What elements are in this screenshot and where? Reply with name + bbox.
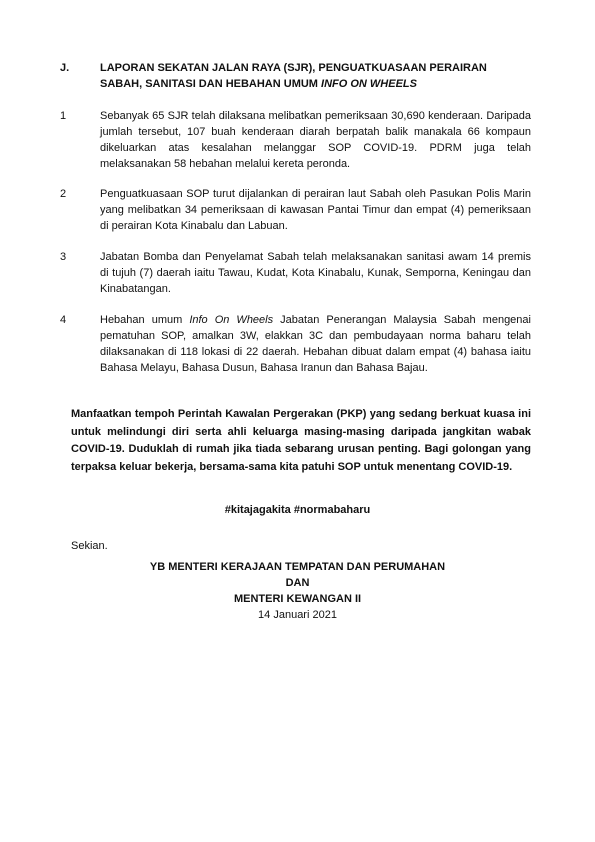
item-text-prefix: Hebahan umum: [100, 314, 190, 326]
section-title-italic: INFO ON WHEELS: [321, 78, 417, 90]
section-letter: J.: [60, 62, 70, 74]
item-text: Penguatkuasaan SOP turut dijalankan di perairan laut Sabah oleh Pasukan Polis Marin yang melibatkan 34 pemeriksaan di kawasan Pantai Timur dan empat (4) pemeriksaan di perairan Kota Kinabalu dan Labuan.: [100, 188, 531, 232]
item-number: 3: [60, 251, 67, 263]
signature-title-2: MENTERI KEWANGAN II: [233, 593, 362, 605]
item-text: [100, 312, 531, 376]
public-notice: Manfaatkan tempoh Perintah Kawalan Pergerakan (PKP) yang sedang berkuat kuasa ini untuk melindungi diri serta ahli keluarga masing-masing daripada jangkitan wabak COVID-19. Duduklah di rumah jika tiada sebarang urusan penting. Bagi golongan yang terpaksa keluar bekerja, bersama-sama kita patuhi SOP untuk menentang COVID-19.: [71, 408, 531, 473]
item-number: 4: [60, 314, 67, 326]
item-number: 2: [60, 188, 67, 200]
closing-text: Sekian.: [71, 540, 108, 552]
document-date: 14 Januari 2021: [258, 609, 337, 621]
item-text-suffix: Jabatan Penerangan Malaysia Sabah mengenai pematuhan SOP, amalkan 3W, elakkan 3C dan pembudayaan norma baharu telah dilaksanakan di 118 lokasi di 22 daerah. Hebahan dibuat dalam empat (4) bahasa iaitu Bahasa Melayu, Bahasa Dusun, Bahasa Iranun dan Bahasa Bajau.: [100, 314, 531, 374]
item-text-italic: Info On Wheels: [189, 314, 274, 326]
item-text: Jabatan Bomba dan Penyelamat Sabah telah melaksanakan sanitasi awam 14 premis di tujuh (7) daerah iaitu Tawau, Kudat, Kota Kinabalu, Kunak, Semporna, Keningau dan Kinabatangan.: [100, 251, 531, 295]
item-number: 1: [60, 110, 67, 122]
signature-conjunction: DAN: [285, 577, 310, 589]
signature-title: YB MENTERI KERAJAAN TEMPATAN DAN PERUMAHAN: [149, 561, 446, 573]
hashtags: #kitajagakita #normabaharu: [224, 504, 371, 516]
section-title-text: LAPORAN SEKATAN JALAN RAYA (SJR), PENGUATKUASAAN PERAIRAN SABAH, SANITASI DAN HEBAHAN UMUM: [100, 62, 487, 90]
section-title: [100, 60, 530, 92]
item-text: Sebanyak 65 SJR telah dilaksana melibatkan pemeriksaan 30,690 kenderaan. Daripada jumlah tersebut, 107 buah kenderaan diarah berpatah balik manakala 66 kompaun dikeluarkan atas kesalahan melanggar SOP COVID-19. PDRM juga telah melaksanakan 58 hebahan melalui kereta peronda.: [100, 110, 531, 170]
